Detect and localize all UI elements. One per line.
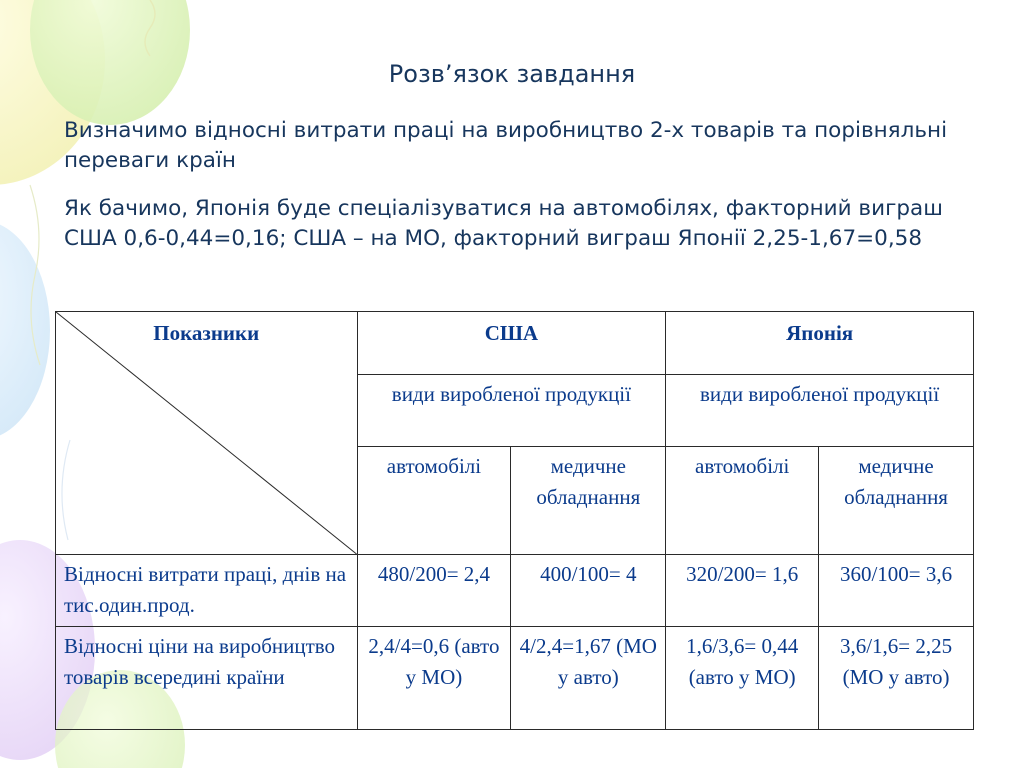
intro-paragraph: Визначимо відносні витрати праці на виробництво 2-х товарів та порівняльні переваги країн xyxy=(64,118,948,173)
cell-usa-medical: 4/2,4=1,67 (МО у авто) xyxy=(511,627,666,730)
group-label-usa: види виробленої продукції xyxy=(357,375,666,447)
country-header-japan: Японія xyxy=(666,312,974,375)
table-row xyxy=(56,627,974,730)
slide-title: Розв’язок завдання xyxy=(388,60,636,88)
row-label-relative-prices: Відносні ціни на виробництво товарів всередині країни xyxy=(56,627,358,730)
conclusion-paragraph: Як бачимо, Японія буде спеціалізуватися на автомобілях, факторний виграш США 0,6-0,44=0,16; США – на МО, факторний виграш Японії 2,25-1,67=0,58 xyxy=(64,196,943,251)
table-row xyxy=(56,555,974,627)
product-usa-auto: автомобілі xyxy=(357,447,511,555)
row-label-labor-costs: Відносні витрати праці, днів на тис.один.прод. xyxy=(56,555,358,627)
cell-japan-auto: 320/200= 1,6 xyxy=(666,555,819,627)
comparison-table xyxy=(55,311,974,730)
cell-japan-medical: 3,6/1,6= 2,25 (МО у авто) xyxy=(819,627,974,730)
product-usa-medical: медичне обладнання xyxy=(511,447,666,555)
cell-usa-auto: 2,4/4=0,6 (авто у МО) xyxy=(357,627,511,730)
product-japan-medical: медичне обладнання xyxy=(819,447,974,555)
cell-usa-medical: 400/100= 4 xyxy=(511,555,666,627)
cell-usa-auto: 480/200= 2,4 xyxy=(357,555,511,627)
country-header-usa: США xyxy=(357,312,666,375)
group-label-japan: види виробленої продукції xyxy=(666,375,974,447)
cell-japan-auto: 1,6/3,6= 0,44 (авто у МО) xyxy=(666,627,819,730)
corner-header-cell xyxy=(56,312,358,555)
cell-japan-medical: 360/100= 3,6 xyxy=(819,555,974,627)
product-japan-auto: автомобілі xyxy=(666,447,819,555)
corner-header-label: Показники xyxy=(153,321,260,345)
header-row-countries xyxy=(56,312,974,375)
